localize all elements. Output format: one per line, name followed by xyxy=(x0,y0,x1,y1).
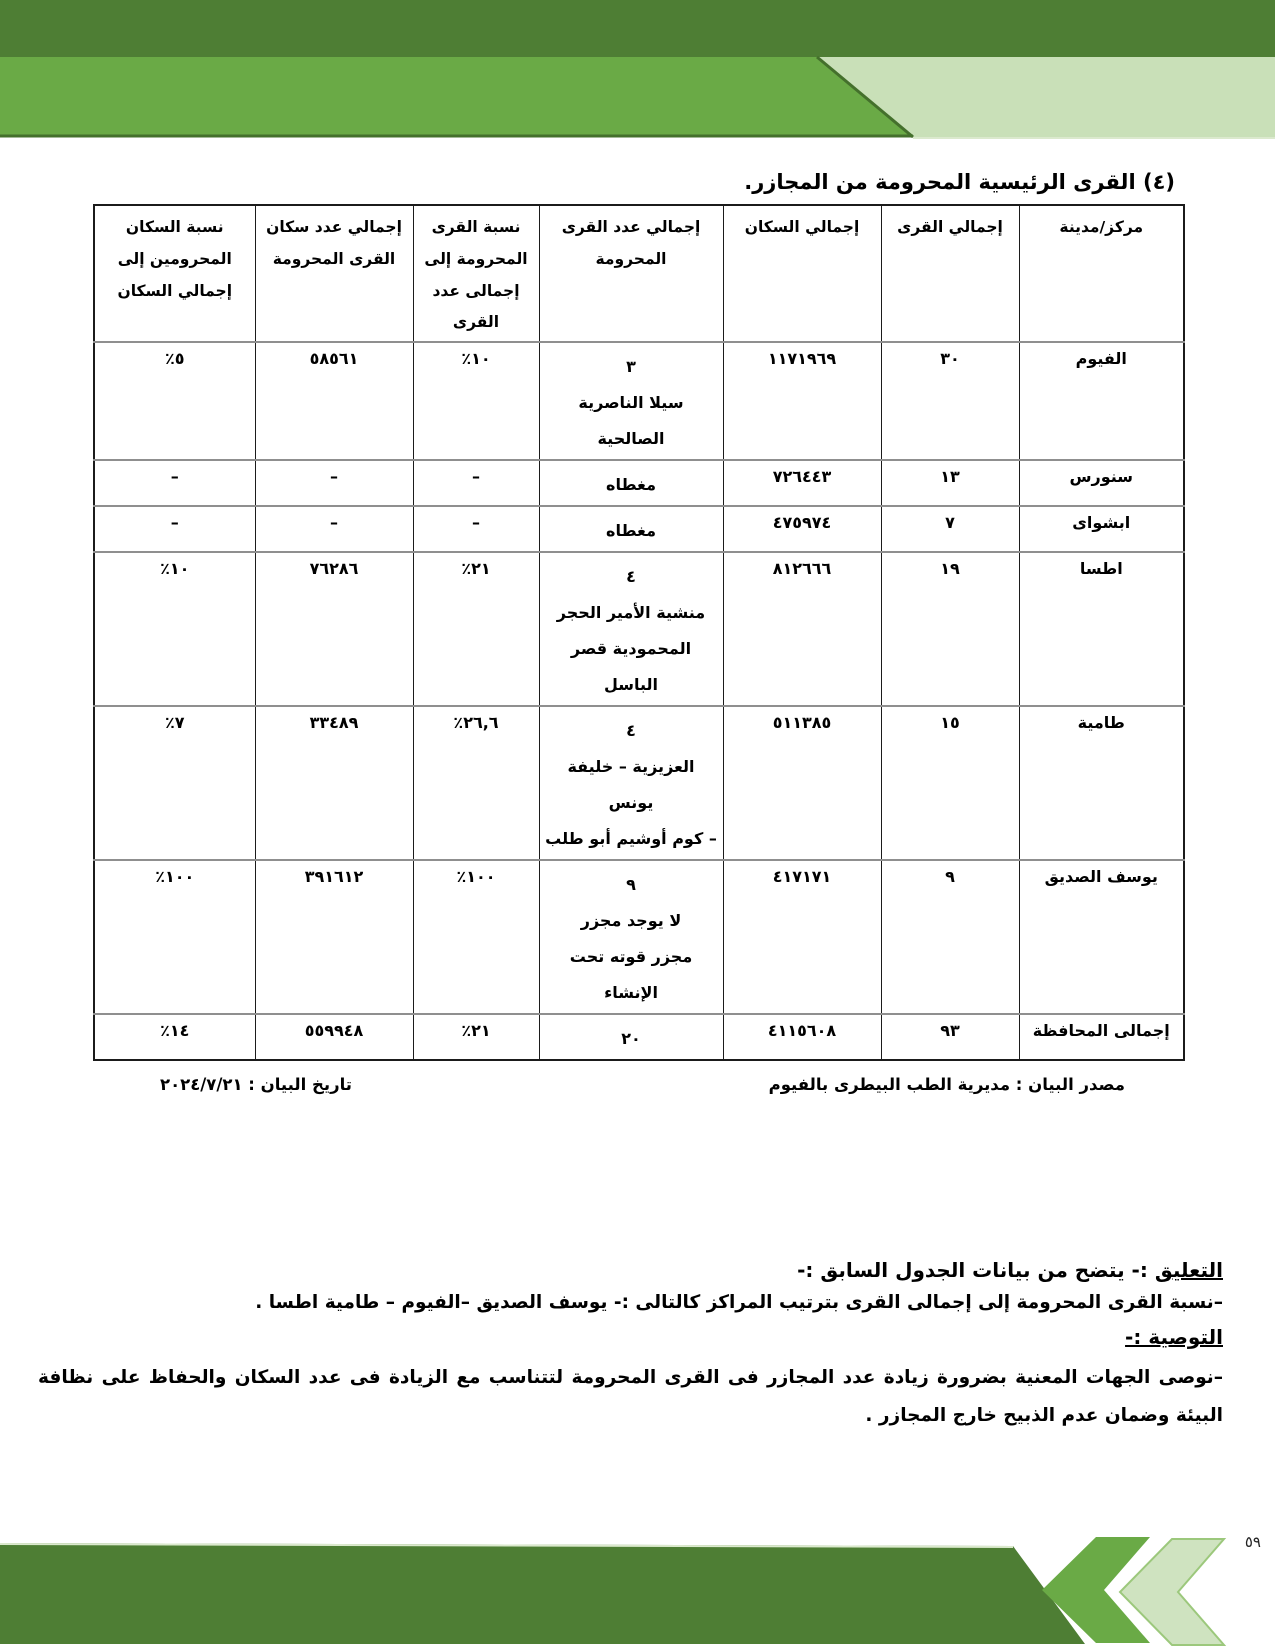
deprived-pct-cell: ٪١٠٠ xyxy=(413,860,539,1014)
population-pct-cell: – xyxy=(94,506,255,552)
footer-dark-band xyxy=(0,1543,1085,1644)
footer-banner xyxy=(0,1537,1275,1650)
comment-line: –نسبة القرى المحرومة إلى إجمالى القرى بترتيب المراكز كالتالى :- يوسف الصديق –الفيوم – طامية اطسا . xyxy=(255,1292,1223,1313)
page-number: ٥٩ xyxy=(1244,1533,1261,1551)
header-cell: إجمالي عدد سكان القرى المحرومة xyxy=(255,205,413,342)
deprived-village-line: لا يوجد مجزر xyxy=(580,911,682,931)
deprived-village-line: المحمودية قصر الباسل xyxy=(570,639,692,695)
table-body xyxy=(94,342,1184,1060)
header-cell: إجمالي القرى xyxy=(881,205,1019,342)
header-cell: نسبة القرى المحرومة إلى إجمالى عدد القرى xyxy=(413,205,539,342)
table-header-row xyxy=(94,205,1184,342)
deprived-pct-cell: – xyxy=(413,460,539,506)
population-cell: ٧٢٦٤٤٣ xyxy=(723,460,881,506)
header-dark-band xyxy=(0,0,1275,57)
deprived-village-line: ٢٠ xyxy=(621,1029,641,1049)
deprived-village-line: – كوم أوشيم أبو طلب xyxy=(545,829,717,849)
population-pct-cell: ٪١٤ xyxy=(94,1014,255,1060)
villages-count-cell: ١٥ xyxy=(881,706,1019,860)
comment-label: التعليق xyxy=(1154,1258,1223,1282)
table-row xyxy=(94,706,1184,860)
deprived-population-cell: – xyxy=(255,460,413,506)
deprived-population-cell: ٣٣٤٨٩ xyxy=(255,706,413,860)
center-cell: اطسا xyxy=(1019,552,1184,706)
table-header xyxy=(94,205,1184,342)
deprived-village-line: الصالحية xyxy=(597,429,665,449)
deprived-village-line: العزيزية – خليفة يونس xyxy=(567,757,695,813)
header-cell: نسبة السكان المحرومين إلى إجمالي السكان xyxy=(94,205,255,342)
villages-count-cell: ٣٠ xyxy=(881,342,1019,460)
population-cell: ٤٧٥٩٧٤ xyxy=(723,506,881,552)
population-pct-cell: ٪٥ xyxy=(94,342,255,460)
recommendation-text: –نوصى الجهات المعنية بضرورة زيادة عدد المجازر فى القرى المحرومة لتتناسب مع الزيادة فى عدد السكان والحفاظ على نظافة البيئة وضمان عدم الذبيح خارج المجازر . xyxy=(38,1367,1223,1426)
center-cell: يوسف الصديق xyxy=(1019,860,1184,1014)
data-source-note: مصدر البيان : مديرية الطب البيطرى بالفيوم xyxy=(768,1075,1125,1095)
deprived-villages-cell xyxy=(539,460,723,506)
deprived-village-line: مغطاه xyxy=(606,521,656,541)
header-cell: مركز/مدينة xyxy=(1019,205,1184,342)
deprived-villages-cell xyxy=(539,860,723,1014)
population-cell: ٤١٧١٧١ xyxy=(723,860,881,1014)
table-row xyxy=(94,460,1184,506)
population-pct-cell: – xyxy=(94,460,255,506)
deprived-villages-table xyxy=(93,204,1185,1061)
center-cell: سنورس xyxy=(1019,460,1184,506)
population-pct-cell: ٪٧ xyxy=(94,706,255,860)
deprived-population-cell: ٥٥٩٩٤٨ xyxy=(255,1014,413,1060)
population-cell: ١١٧١٩٦٩ xyxy=(723,342,881,460)
center-cell: الفيوم xyxy=(1019,342,1184,460)
page-title: (٤) القرى الرئيسية المحرومة من المجازر. xyxy=(744,170,1175,194)
deprived-village-line: مغطاه xyxy=(606,475,656,495)
deprived-pct-cell: ٪١٠ xyxy=(413,342,539,460)
header-mid-band xyxy=(0,57,913,137)
deprived-villages-cell xyxy=(539,1014,723,1060)
deprived-pct-cell: ٪٢١ xyxy=(413,552,539,706)
deprived-pct-cell: ٪٢١ xyxy=(413,1014,539,1060)
comment-heading-rest: :- يتضح من بيانات الجدول السابق :- xyxy=(797,1258,1155,1282)
villages-count-cell: ١٣ xyxy=(881,460,1019,506)
villages-count-cell: ٩ xyxy=(881,860,1019,1014)
header-cell: إجمالي عدد القرى المحرومة xyxy=(539,205,723,342)
table-row xyxy=(94,506,1184,552)
villages-count-cell: ١٩ xyxy=(881,552,1019,706)
center-cell: طامية xyxy=(1019,706,1184,860)
deprived-pct-cell: ٪٢٦,٦ xyxy=(413,706,539,860)
population-pct-cell: ٪١٠ xyxy=(94,552,255,706)
deprived-village-line: ٤ xyxy=(626,567,636,587)
deprived-village-line: ٩ xyxy=(626,875,636,895)
deprived-village-line: مجزر قوته تحت xyxy=(569,947,693,967)
data-date-note: تاريخ البيان : ٢٠٢٤/٧/٢١ xyxy=(160,1075,352,1095)
header-banner xyxy=(0,0,1275,140)
table-row xyxy=(94,342,1184,460)
deprived-village-line: ٣ xyxy=(626,357,636,377)
table-row xyxy=(94,860,1184,1014)
population-cell: ٤١١٥٦٠٨ xyxy=(723,1014,881,1060)
header-cell: إجمالي السكان xyxy=(723,205,881,342)
comment-heading xyxy=(38,1258,1223,1282)
deprived-population-cell: – xyxy=(255,506,413,552)
center-cell: إجمالى المحافظة xyxy=(1019,1014,1184,1060)
deprived-village-line: سيلا الناصرية xyxy=(578,393,684,413)
deprived-villages-cell xyxy=(539,342,723,460)
deprived-village-line: ٤ xyxy=(626,721,636,741)
population-cell: ٥١١٣٨٥ xyxy=(723,706,881,860)
center-cell: ابشواى xyxy=(1019,506,1184,552)
comments-section xyxy=(0,1258,1275,1435)
deprived-population-cell: ٧٦٢٨٦ xyxy=(255,552,413,706)
deprived-pct-cell: – xyxy=(413,506,539,552)
villages-count-cell: ٩٣ xyxy=(881,1014,1019,1060)
recommendation-heading xyxy=(38,1325,1223,1349)
deprived-village-line: الإنشاء xyxy=(604,983,658,1003)
table-row xyxy=(94,552,1184,706)
table-row xyxy=(94,1014,1184,1060)
table-footnotes xyxy=(0,1075,1275,1094)
deprived-villages-cell xyxy=(539,706,723,860)
villages-count-cell: ٧ xyxy=(881,506,1019,552)
deprived-population-cell: ٣٩١٦١٢ xyxy=(255,860,413,1014)
deprived-villages-cell xyxy=(539,506,723,552)
recommendation-label: التوصية :- xyxy=(1125,1325,1223,1349)
deprived-population-cell: ٥٨٥٦١ xyxy=(255,342,413,460)
deprived-village-line: منشية الأمير الحجر xyxy=(556,603,706,623)
population-cell: ٨١٢٦٦٦ xyxy=(723,552,881,706)
deprived-villages-cell xyxy=(539,552,723,706)
population-pct-cell: ٪١٠٠ xyxy=(94,860,255,1014)
